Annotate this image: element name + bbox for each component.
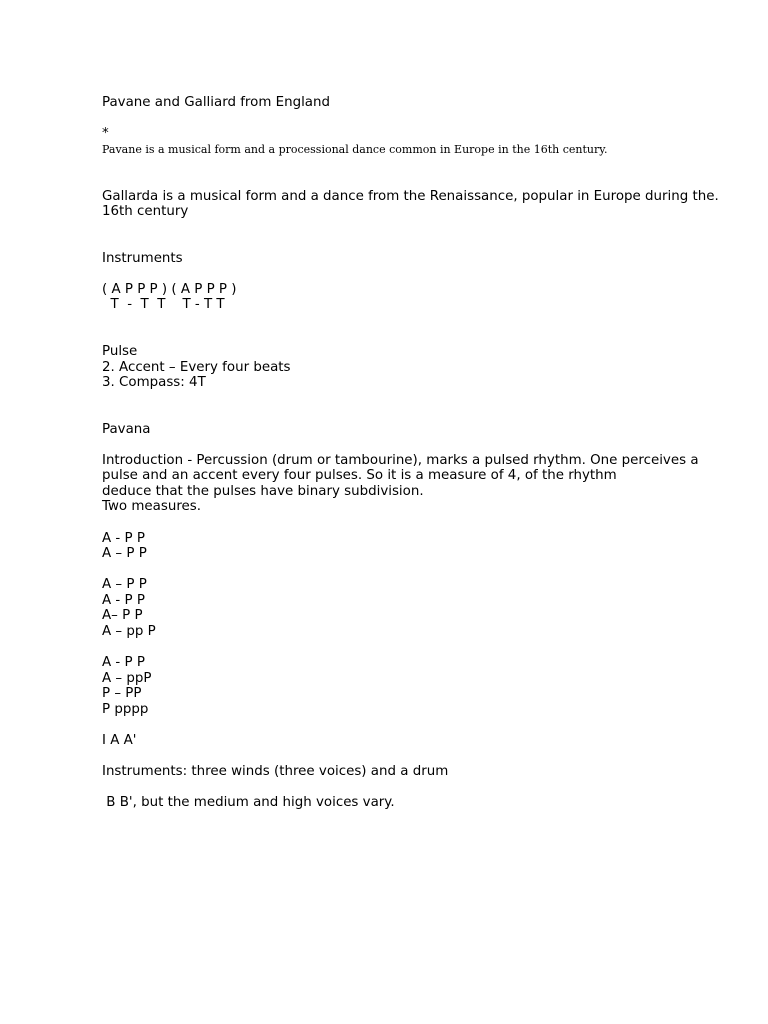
rhythm-tempo-line: T - T T T - T T (102, 297, 225, 312)
document-title: Pavane and Galliard from England (102, 95, 330, 110)
pattern-line: P pppp (102, 702, 149, 717)
gallarda-definition-line-1: Gallarda is a musical form and a dance from the Renaissance, popular in Europe during the. (102, 189, 719, 204)
pattern-line: A - P P (102, 655, 145, 670)
instruments-heading: Instruments (102, 251, 183, 266)
variation-line: B B', but the medium and high voices vary. (102, 795, 395, 810)
intro-line-4: Two measures. (102, 499, 201, 514)
pattern-line: A – ppP (102, 671, 152, 686)
asterisk-mark: * (102, 126, 109, 141)
pavana-heading: Pavana (102, 422, 151, 437)
instruments-line: Instruments: three winds (three voices) and a drum (102, 764, 449, 779)
pattern-line: A– P P (102, 608, 143, 623)
pattern-line: P – PP (102, 686, 142, 701)
pattern-line: A - P P (102, 593, 145, 608)
form-line: I A A' (102, 733, 137, 748)
intro-line-3: deduce that the pulses have binary subdivision. (102, 484, 424, 499)
compass-line: 3. Compass: 4T (102, 375, 206, 390)
pattern-line: A – pp P (102, 624, 156, 639)
pavane-definition: Pavane is a musical form and a processional dance common in Europe in the 16th century. (102, 143, 608, 156)
accent-line: 2. Accent – Every four beats (102, 360, 291, 375)
rhythm-pattern-line: ( A P P P ) ( A P P P ) (102, 282, 237, 297)
gallarda-definition-line-2: 16th century (102, 204, 189, 219)
intro-line-2: pulse and an accent every four pulses. So it is a measure of 4, of the rhythm (102, 468, 617, 483)
pulse-heading: Pulse (102, 344, 138, 359)
pattern-line: A – P P (102, 577, 147, 592)
pattern-line: A - P P (102, 531, 145, 546)
pattern-line: A – P P (102, 546, 147, 561)
intro-line-1: Introduction - Percussion (drum or tambourine), marks a pulsed rhythm. One perceives a (102, 453, 699, 468)
